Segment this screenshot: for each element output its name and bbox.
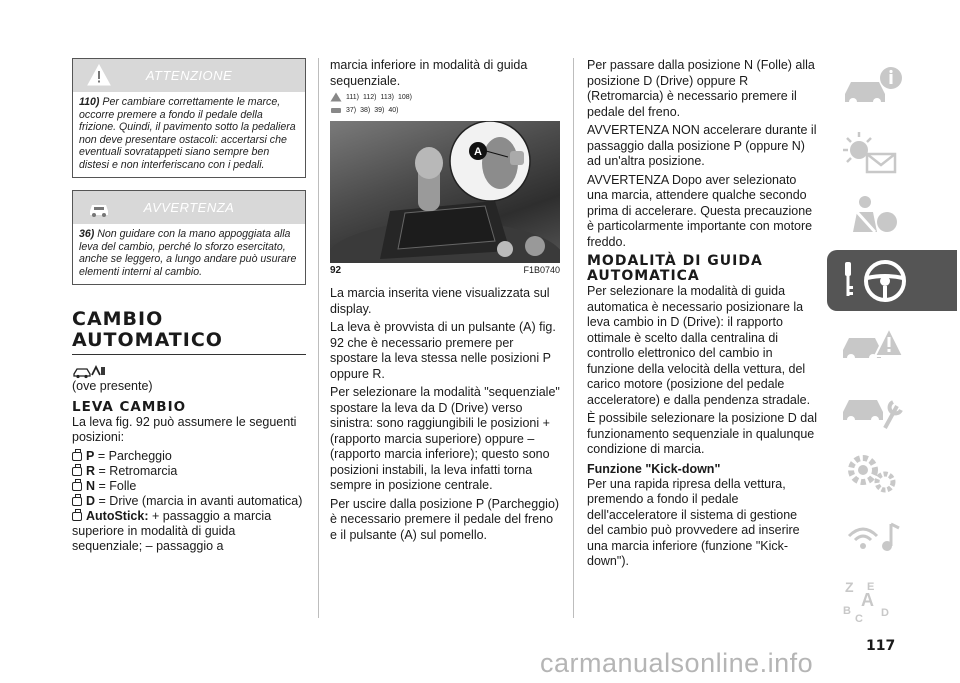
svg-text:A: A — [861, 590, 874, 610]
caution-text — [73, 224, 305, 284]
tab-index[interactable] — [827, 570, 957, 631]
section-title — [72, 309, 306, 355]
tab-maintenance[interactable] — [827, 378, 957, 439]
gear-item-d: D = Drive (marcia in avanti automatica) — [72, 494, 306, 509]
car-maintenance-icon — [839, 384, 905, 432]
availability-note: (ove presente) — [72, 379, 153, 393]
caution-title: AVVERTENZA — [143, 200, 235, 215]
warning-title: ATTENZIONE — [145, 68, 233, 83]
intro-text: La leva fig. 92 può assumere le seguenti posizioni: — [72, 414, 297, 444]
svg-text:Z: Z — [845, 579, 854, 595]
gears-specs-icon — [839, 448, 905, 496]
figure-code: F1B0740 — [523, 265, 560, 275]
seatbelt-airbag-icon — [839, 192, 905, 240]
subsection-title: MODALITÀ DI GUIDA AUTOMATICA — [587, 253, 763, 284]
gear-item-n: N = Folle — [72, 479, 306, 494]
tab-multimedia[interactable] — [827, 506, 957, 567]
paragraph: Per uscire dalla posizione P (Parcheggio) è necessario premere il pedale del freno e il pulsante (A) sul pomello. — [330, 496, 560, 542]
warning-box-header — [73, 59, 305, 92]
bullet-icon — [72, 512, 82, 521]
paragraph: AVVERTENZA Dopo aver selezionato una marcia, attendere qualche secondo prima di accelerare. Questa precauzione è particolarmente importante con motore freddo. — [587, 172, 813, 249]
svg-text:B: B — [843, 605, 851, 617]
tab-car-info[interactable] — [827, 58, 957, 119]
column-2 — [330, 58, 560, 546]
figure-number: 92 — [330, 265, 342, 276]
column-1 — [72, 58, 306, 554]
svg-text:E: E — [867, 581, 875, 593]
caution-refs: 37) 38) 39) 40) — [330, 105, 560, 115]
paragraph: Per una rapida ripresa della vettura, premendo a fondo il pedale dell'acceleratore il sistema di gestione del cambio può provvedere ad inserire una marcia inferiore (funzione "Kick-down"). — [587, 476, 800, 568]
caution-body: Non guidare con la mano appoggiata alla leva del cambio, perché lo sforzo esercitato, anche se leggero, a lungo andare può usurare elementi interni al cambio. — [79, 228, 297, 278]
subsection-title: LEVA CAMBIO — [72, 398, 187, 415]
paragraph: Per selezionare la modalità "sequenziale" spostare la leva da D (Drive) verso sinistra: sono raggiungibili le posizioni + (rapporto marcia superiore) oppure – (rapporto marcia inferiore); questo sono posizioni instabili, la leva infatti torna sempre in posizione centrale. — [330, 385, 560, 492]
svg-text:D: D — [881, 607, 889, 619]
warning-refs: 111) 112) 113) 108) — [330, 92, 560, 102]
paragraph: Per passare dalla posizione N (Folle) alla posizione D (Drive) oppure R (Retromarcia) è necessario premere il pedale del freno. — [587, 58, 815, 119]
section-title-line2: AUTOMATICO — [72, 329, 223, 351]
caution-car-icon — [87, 196, 111, 218]
figure-caption — [330, 265, 560, 276]
paragraph: Per selezionare la modalità di guida automatica è necessario posizionare la leva cambio in D (Drive): il rapporto ottimale è scelto dalla centralina di controllo elettronico del cambio in funzione della velocità della vettura, del carico motore (posizione del pedale acceleratore) e dalla pendenza stradale. — [587, 284, 811, 407]
continuation-text: marcia inferiore in modalità di guida sequenziale. — [330, 58, 528, 88]
watermark-text: carmanualsonline.info — [540, 648, 814, 678]
warning-lights-icon — [839, 128, 905, 176]
warning-body: Per cambiare correttamente le marce, occorre premere a fondo il pedale della frizione. Quindi, il pavimento sotto la pedaliera non deve presentare ostacoli: accertarsi che eventuali sovratappeti siano sempre ben distesi e non interferiscano con i pedali. — [79, 96, 296, 171]
bullet-icon — [72, 482, 82, 491]
alphabetical-index-icon — [839, 576, 905, 624]
paragraph: È possibile selezionare la posizione D dal funzionamento sequenziale in qualunque condizione di marcia. — [587, 411, 817, 456]
warning-triangle-icon — [87, 64, 111, 86]
gear-list — [72, 449, 306, 554]
caution-car-icon — [330, 105, 342, 115]
gear-item-r: R = Retromarcia — [72, 464, 306, 479]
tab-safety[interactable] — [827, 186, 957, 247]
chapter-tabs — [827, 58, 957, 634]
gear-item-autostick: AutoStick: + passaggio a marcia superiore in modalità di guida sequenziale; – passaggio a — [72, 508, 272, 553]
bullet-icon — [72, 467, 82, 476]
steering-wheel-key-icon — [839, 256, 915, 306]
column-divider — [318, 58, 319, 618]
car-info-icon — [839, 64, 905, 112]
emergency-icon — [839, 320, 905, 368]
car-equipped-icon — [72, 363, 306, 379]
warning-text — [73, 92, 305, 177]
multimedia-icon — [839, 512, 905, 560]
function-title: Funzione "Kick-down" — [587, 461, 721, 476]
warning-triangle-icon — [330, 92, 342, 102]
caution-ref: 36) — [79, 228, 95, 240]
tab-driving[interactable] — [827, 250, 957, 311]
paragraph: La marcia inserita viene visualizzata sul display. — [330, 286, 550, 316]
warning-box — [72, 58, 306, 178]
bullet-icon — [72, 452, 82, 461]
tab-specifications[interactable] — [827, 442, 957, 503]
column-3 — [587, 58, 817, 573]
gear-item-p: P = Parcheggio — [72, 449, 306, 464]
tab-warning-lights[interactable] — [827, 122, 957, 183]
paragraph: AVVERTENZA NON accelerare durante il passaggio dalla posizione P (oppure N) ad un'altra posizione. — [587, 123, 817, 168]
warning-ref: 110) — [79, 96, 100, 108]
section-title-line1: CAMBIO — [72, 308, 164, 330]
caution-box — [72, 190, 306, 285]
paragraph: La leva è provvista di un pulsante (A) fig. 92 che è necessario premere per spostare la leva stessa nelle posizioni P oppure R. — [330, 320, 556, 381]
gear-lever-photo — [330, 121, 560, 263]
figure-callout-label: A — [474, 146, 482, 158]
column-divider — [573, 58, 574, 618]
svg-text:C: C — [855, 613, 863, 624]
bullet-icon — [72, 497, 82, 506]
caution-box-header — [73, 191, 305, 224]
tab-emergency[interactable] — [827, 314, 957, 375]
page-number: 117 — [866, 638, 896, 654]
